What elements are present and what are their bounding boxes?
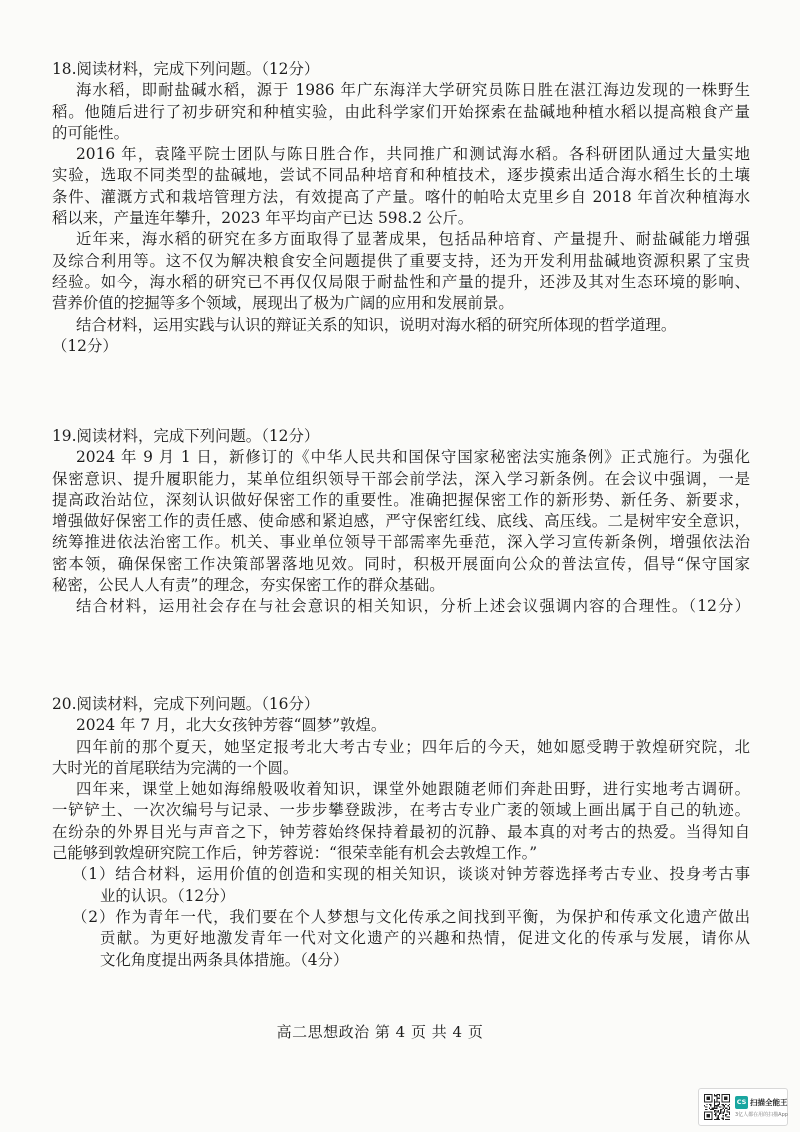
q20-p2-line: 大时光的首尾联结为完满的一个圆。 (52, 758, 299, 777)
watermark-name: 扫描全能王 (750, 1098, 788, 1107)
q18-p3-line: 及综合利用等。这不仅为解决粮食安全问题提供了重要支持，还为开发利用盐碱地资源积累了宝贵 (52, 251, 750, 270)
q18-task-line: 结合材料，运用实践与认识的辩证关系的知识，说明对海水稻的研究所体现的哲学道理。 (76, 315, 677, 334)
q20-p3-line: 四年来，课堂上她如海绵般吸收着知识，课堂外她跟随老师们奔赴田野，进行实地考古调研。 (76, 780, 750, 799)
q18-p3-line: 近年来，海水稻的研究在多方面取得了显著成果，包括品种培育、产量提升、耐盐碱能力增强 (76, 230, 750, 249)
q19-p1-line: 增强做好保密工作的责任感、使命感和紧迫感，严守保密红线、底线、高压线。二是树牢安全意识， (52, 512, 750, 531)
q20-sub1-line: 业的认识。（12分） (100, 886, 236, 905)
q20-sub2-line: 贡献。为更好地激发青年一代对文化遗产的兴趣和热情，促进文化的传承与发展，请你从 (100, 929, 750, 948)
q18-p1-line: 稻。他随后进行了初步研究和种植实验，由此科学家们开始探索在盐碱地种植水稻以提高粮食产量 (52, 102, 750, 121)
q18-p3-line: 经验。如今，海水稻的研究已不再仅仅局限于耐盐性和产量的提升，还涉及其对生态环境的影响、 (52, 272, 750, 291)
q18-task-score: （12分） (52, 336, 118, 355)
q18-p2-line: 条件、灌溉方式和栽培管理方法，有效提高了产量。喀什的帕哈太克里乡自 2018 年首次种植海水 (52, 187, 750, 206)
q19-heading: 19.阅读材料，完成下列问题。（12分） (52, 427, 320, 445)
q18-p1-line: 的可能性。 (52, 123, 129, 142)
watermark-tagline: 3亿人都在用的扫描App (735, 1112, 788, 1118)
question-19 (52, 426, 750, 618)
question-18 (52, 59, 750, 357)
q19-p1-line: 提高政治站位，深刻认识做好保密工作的重要性。准确把握保密工作的新形势、新任务、新要求， (52, 490, 750, 509)
cs-logo: CS (735, 1096, 748, 1109)
q20-heading: 20.阅读材料，完成下列问题。（16分） (52, 695, 320, 713)
camscanner-watermark (698, 1088, 788, 1126)
qr-code (704, 1094, 730, 1120)
q20-p3-line: 在纷杂的外界目光与声音之下，钟芳蓉始终保持着最初的沉静、最本真的对考古的热爱。当得知自 (52, 822, 750, 841)
q19-p1-line: 保密意识、提升履职能力，某单位组织领导干部会前学法，深入学习新条例。在会议中强调，一是 (52, 469, 750, 488)
q20-p3-line: 一铲铲土、一次次编号与记录、一步步攀登跋涉，在考古专业广袤的领域上画出属于自己的轨迹。 (52, 801, 750, 820)
q18-p3-line: 营养价值的挖掘等多个领域，展现出了极为广阔的应用和发展前景。 (52, 294, 514, 313)
q18-p2-line: 稻以来，产量连年攀升，2023 年平均亩产已达 598.2 公斤。 (52, 209, 474, 228)
q20-sub2-line: （2）作为青年一代，我们要在个人梦想与文化传承之间找到平衡，为保护和传承文化遗产做出 (72, 907, 750, 926)
q20-p3-line: 己能够到敦煌研究院工作后，钟芳蓉说：“很荣幸能有机会去敦煌工作。” (52, 844, 538, 863)
q19-p1-line: 秘密，公民人人有责”的理念，夯实保密工作的群众基础。 (52, 576, 445, 595)
q20-sub1-line: （1）结合材料，运用价值的创造和实现的相关知识，谈谈对钟芳蓉选择考古专业、投身考古事 (72, 865, 750, 884)
q20-p1-line: 2024 年 7 月，北大女孩钟芳蓉“圆梦”敦煌。 (76, 716, 387, 735)
q20-sub2-line: 文化角度提出两条具体措施。（4分） (100, 950, 349, 969)
q18-p2-line: 2016 年，袁隆平院士团队与陈日胜合作，共同推广和测试海水稻。各科研团队通过大量实地 (76, 145, 750, 164)
q18-p2-line: 实验，选取不同类型的盐碱地，尝试不同品种培育和种植技术，逐步摸索出适合海水稻生长的土壤 (52, 166, 750, 185)
page-footer: 高二思想政治 第 4 页 共 4 页 (276, 1023, 484, 1041)
q19-p1-line: 密本领，确保保密工作决策部署落地见效。同时，积极开展面向公众的普法宣传，倡导“保守国家 (52, 554, 750, 573)
q19-p1-line: 统筹推进依法治密工作。机关、事业单位领导干部需率先垂范，深入学习宣传新条例，增强依法治 (52, 533, 750, 552)
question-20 (52, 694, 750, 971)
q20-p2-line: 四年前的那个夏天，她坚定报考北大考古专业；四年后的今天，她如愿受聘于敦煌研究院，北 (76, 737, 750, 756)
q18-p1-line: 海水稻，即耐盐碱水稻，源于 1986 年广东海洋大学研究员陈日胜在湛江海边发现的一株野生 (76, 81, 750, 100)
q18-heading: 18.阅读材料，完成下列问题。（12分） (52, 60, 320, 78)
q19-task-line: 结合材料，运用社会存在与社会意识的相关知识，分析上述会议强调内容的合理性。（12分） (76, 597, 750, 616)
q19-p1-line: 2024 年 9 月 1 日，新修订的《中华人民共和国保守国家秘密法实施条例》正式施行。为强化 (76, 448, 750, 467)
